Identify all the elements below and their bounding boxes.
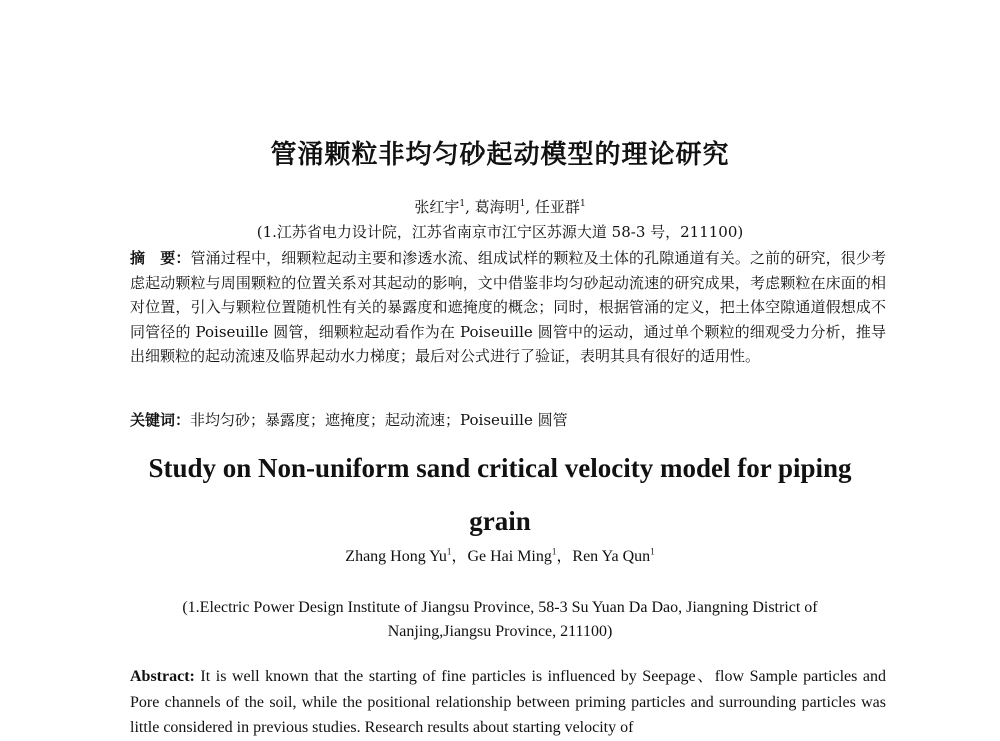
- english-abstract-label: Abstract:: [130, 668, 195, 685]
- chinese-keywords-label: 关键词：: [130, 411, 191, 429]
- author-name: 葛海明: [474, 198, 520, 216]
- english-abstract-text: It is well known that the starting of fine particles is influenced by Seepage、flow Sample particles and Pore channels of the soil, while the positional relationship between priming particles and surrounding particles was little considered in previous studies. Research results about starting velocity of: [130, 668, 886, 736]
- author-affil-mark: 1: [579, 199, 586, 209]
- author-separator: ,: [465, 198, 475, 216]
- chinese-abstract-text: 管涌过程中，细颗粒起动主要和渗透水流、组成试样的颗粒及土体的孔隙通道有关。之前的研究，很少考虑起动颗粒与周围颗粒的位置关系对其起动的影响，文中借鉴非均匀砂起动流速的研究成果，考虑颗粒在床面的相对位置，引入与颗粒位置随机性有关的暴露度和遮掩度的概念；同时，根据管涌的定义，把土体空隙通道假想成不同管径的 Poiseuille 圆管，细颗粒起动看作为在 Poiseuille 圆管中的运动，通过单个颗粒的细观受力分析，推导出细颗粒的起动流速及临界起动水力梯度；最后对公式进行了验证，表明其具有很好的适用性。: [130, 249, 886, 365]
- chinese-title: 管涌颗粒非均匀砂起动模型的理论研究: [270, 140, 730, 170]
- chinese-keywords-text: 非均匀砂；暴露度；遮掩度；起动流速；Poiseuille 圆管: [190, 411, 568, 429]
- author-affil-mark: 1: [446, 546, 452, 557]
- chinese-abstract: [130, 246, 886, 369]
- author-name: 张红宇: [414, 198, 460, 216]
- chinese-affiliation: (1.江苏省电力设计院，江苏省南京市江宁区苏源大道 58-3 号，211100): [256, 223, 744, 241]
- chinese-keywords: [130, 408, 886, 432]
- chinese-authors: [0, 196, 1000, 217]
- author-affil-mark: 1: [459, 199, 466, 209]
- author-separator: ，: [556, 548, 573, 565]
- author-name: Ge Hai Ming: [467, 548, 552, 565]
- author-name: Ren Ya Qun: [572, 548, 651, 565]
- author-separator: ，: [451, 548, 468, 565]
- author-name: 任亚群: [534, 198, 580, 216]
- author-separator: ,: [525, 198, 535, 216]
- english-authors: [0, 543, 1000, 566]
- english-affiliation: (1.Electric Power Design Institute of Jiangsu Province, 58-3 Su Yuan Da Dao, Jiangning District of Nanjing,Jiangsu Province, 211100): [182, 599, 818, 640]
- english-abstract: [130, 664, 886, 741]
- author-affil-mark: 1: [650, 546, 655, 557]
- author-name: Zhang Hong Yu: [345, 548, 447, 565]
- author-affil-mark: 1: [519, 199, 526, 209]
- author-affil-mark: 1: [551, 546, 557, 557]
- chinese-abstract-label: 摘 要：: [130, 249, 191, 267]
- english-title: Study on Non-uniform sand critical velocity model for piping grain: [148, 453, 852, 536]
